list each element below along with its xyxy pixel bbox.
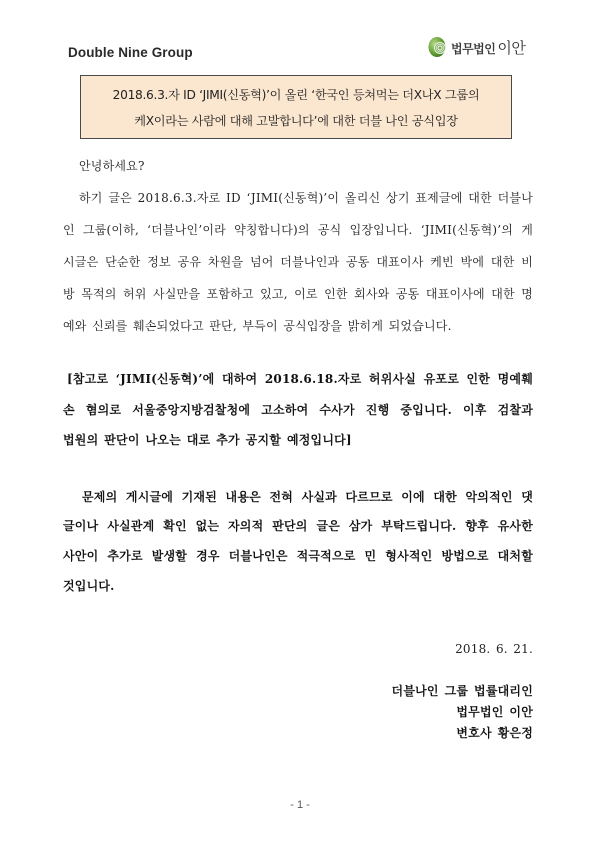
paragraph2-line: 사안이 추가로 발생할 경우 더블나인은 적극적으로 민 형사적인 방법으로 대처할 <box>63 549 533 563</box>
logo-name: 이안 <box>497 38 526 57</box>
title-line-2: 케X이라는 사람에 대해 고발합니다’에 대한 더블 나인 공식입장 <box>134 114 458 128</box>
signature-line-1: 더블나인 그룹 법률대리인 <box>391 684 533 698</box>
company-name: Double Nine Group <box>68 45 193 60</box>
page-number: - 1 - <box>290 799 310 811</box>
paragraph1-line: 방 목적의 허위 사실만을 포함하고 있고, 이로 인한 회사와 공동 대표이사에 대한 명 <box>63 287 533 301</box>
paragraph1-line: 하기 글은 2018.6.3.자로 ID ‘JIMI(신동혁)’이 올리신 상기 표제글에 대한 더블나 <box>79 191 533 205</box>
notice-line: 손 혐의로 서울중앙지방검찰청에 고소하여 수사가 진행 중입니다. 이후 검찰과 <box>63 403 533 417</box>
paragraph2-line: 문제의 게시글에 기재된 내용은 전혀 사실과 다르므로 이에 대한 악의적인 댓 <box>82 490 533 504</box>
signature-line-2: 법무법인 이안 <box>456 705 533 719</box>
title-box <box>80 75 512 139</box>
law-firm-logo-text <box>451 37 525 58</box>
paragraph1-line: 시글은 단순한 정보 공유 차원을 넘어 더블나인과 공동 대표이사 케빈 박에 대한 비 <box>63 255 533 269</box>
paragraph2-line: 글이나 사실관계 확인 없는 자의적 판단의 글은 삼가 부탁드립니다. 향후 유사한 <box>63 519 533 533</box>
title-line-1: 2018.6.3.자 ID ‘JIMI(신동혁)’이 올린 ‘한국인 등쳐먹는 더X나X 그룹의 <box>112 88 480 102</box>
greeting: 안녕하세요? <box>79 159 145 173</box>
notice-line: [참고로 ‘JIMI(신동혁)’에 대하여 2018.6.18.자로 허위사실 유포로 인한 명예훼 <box>67 372 533 386</box>
law-firm-logo-icon <box>428 36 448 58</box>
paragraph2-line: 것입니다. <box>63 579 115 593</box>
paragraph1-line: 인 그룹(이하, ‘더블나인’이라 약칭합니다)의 공식 입장입니다. ‘JIMI(신동혁)’의 게 <box>63 223 533 237</box>
signature-line-3: 변호사 황은정 <box>456 726 533 740</box>
paragraph1-line: 예와 신뢰를 훼손되었다고 판단, 부득이 공식입장을 밝히게 되었습니다. <box>63 319 452 333</box>
document-date: 2018. 6. 21. <box>455 642 533 656</box>
law-firm-logo <box>428 36 525 58</box>
notice-line: 법원의 판단이 나오는 대로 추가 공지할 예정입니다] <box>63 433 352 447</box>
logo-prefix: 법무법인 <box>451 41 496 56</box>
